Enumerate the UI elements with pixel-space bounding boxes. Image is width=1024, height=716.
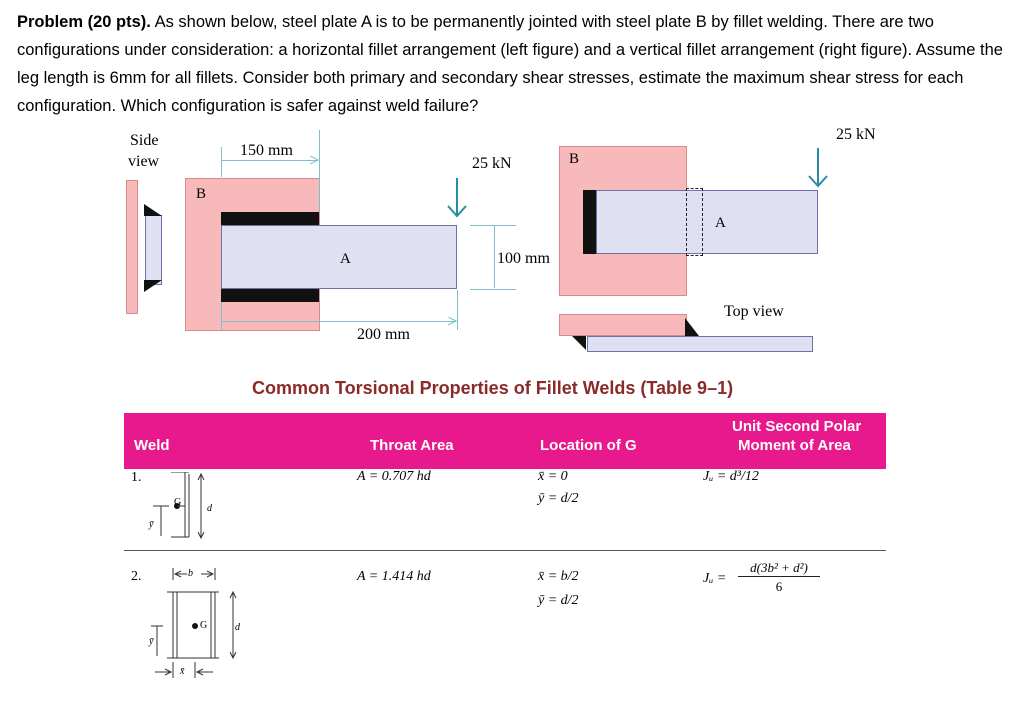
problem-text: As shown below, steel plate A is to be permanently jointed with steel plate B by fillet welding. There are two configurations under consideration: a horizontal fillet arrangement (left figure) and a vertical fillet arrangement (right figure). Assume the leg length is 6mm for all fillets. Consider both primary and secondary shear stresses, estimate the maximum shear stress for each configuration. Which configuration is safer against weld failure? bbox=[17, 13, 1003, 115]
row-2-throat: A = 1.414 hd bbox=[357, 569, 431, 584]
right-load-arrow-icon bbox=[807, 148, 829, 190]
row-1-moment: Jᵤ = d³/12 bbox=[703, 469, 759, 484]
dim-150-arrow-icon bbox=[310, 156, 320, 166]
plate-b-right-label: B bbox=[569, 151, 580, 167]
dim-200-arrow-icon bbox=[448, 317, 458, 327]
plate-a-right-label: A bbox=[715, 215, 726, 231]
side-view-plate-b bbox=[126, 180, 138, 314]
weld-2-y-label: ȳ bbox=[149, 636, 154, 647]
weld-2-b-label: b bbox=[188, 568, 193, 579]
plate-b-left-label: B bbox=[196, 186, 207, 202]
weld-1-diagram bbox=[145, 472, 215, 544]
dim-150-line bbox=[222, 160, 318, 161]
dim-100-ext-top bbox=[470, 225, 516, 226]
top-view-weld-2 bbox=[685, 316, 705, 338]
row-2-moment-denominator: 6 bbox=[775, 579, 783, 594]
row-divider bbox=[124, 550, 886, 551]
top-view-weld bbox=[568, 318, 592, 354]
header-moment-2: Moment of Area bbox=[738, 437, 851, 454]
left-load-label: 25 kN bbox=[472, 155, 512, 172]
dim-200-ext-left bbox=[221, 302, 222, 330]
row-1-num: 1. bbox=[131, 470, 142, 485]
weld-vertical-bar bbox=[583, 190, 596, 254]
dim-100-line bbox=[494, 226, 495, 288]
weld-1-y-label: ȳ bbox=[149, 519, 154, 530]
weld-1-d-label: d bbox=[207, 503, 212, 514]
row-2-loc-x: x̄ = b/2 bbox=[538, 569, 579, 584]
row-2-loc-y: ȳ = d/2 bbox=[538, 593, 579, 608]
header-location: Location of G bbox=[540, 437, 637, 454]
plate-a-left bbox=[221, 225, 457, 289]
weld-bottom-bar bbox=[221, 289, 319, 302]
problem-heading: Problem (20 pts). bbox=[17, 13, 151, 31]
plate-a-right bbox=[596, 190, 818, 254]
top-view-label: Top view bbox=[724, 303, 784, 320]
row-1-loc-x: x̄ = 0 bbox=[538, 469, 568, 484]
top-view-plate-a bbox=[587, 336, 813, 352]
row-2-moment-lhs: Jᵤ = bbox=[703, 571, 727, 586]
row-2-num: 2. bbox=[131, 569, 142, 584]
row-2-moment-numerator: d(3b² + d²) bbox=[750, 560, 808, 575]
weld-dashed-outline bbox=[686, 188, 703, 256]
header-moment-1: Unit Second Polar bbox=[732, 418, 862, 435]
side-view-label-1: Side bbox=[130, 132, 159, 149]
problem-statement bbox=[17, 8, 1007, 120]
header-weld: Weld bbox=[134, 437, 170, 454]
plate-a-left-label: A bbox=[340, 251, 351, 267]
row-1-loc-y: ȳ = d/2 bbox=[538, 491, 579, 506]
weld-2-d-label: d bbox=[235, 622, 240, 633]
dim-150-ext-right bbox=[319, 130, 320, 212]
weld-2-g-label: G bbox=[200, 620, 208, 631]
row-1-throat: A = 0.707 hd bbox=[357, 469, 431, 484]
weld-2-diagram bbox=[145, 566, 245, 686]
side-view-welds bbox=[144, 204, 164, 294]
header-throat: Throat Area bbox=[370, 437, 454, 454]
dim-100-label: 100 mm bbox=[497, 250, 550, 267]
side-view-label-2: view bbox=[128, 153, 160, 170]
right-load-label: 25 kN bbox=[836, 126, 876, 143]
dim-200-label: 200 mm bbox=[357, 326, 410, 343]
weld-2-x-label: x̄ bbox=[180, 666, 185, 677]
dim-150-ext-left bbox=[221, 147, 222, 177]
dim-150-label: 150 mm bbox=[240, 142, 293, 159]
dim-100-ext-bottom bbox=[470, 289, 516, 290]
weld-1-g-label: G bbox=[174, 497, 182, 508]
dim-200-line bbox=[222, 321, 456, 322]
weld-top-bar bbox=[221, 212, 319, 225]
row-2-fraction-bar bbox=[738, 576, 820, 577]
table-header bbox=[124, 413, 886, 469]
table-title: Common Torsional Properties of Fillet Welds (Table 9–1) bbox=[252, 378, 734, 398]
left-load-arrow-icon bbox=[446, 178, 468, 220]
